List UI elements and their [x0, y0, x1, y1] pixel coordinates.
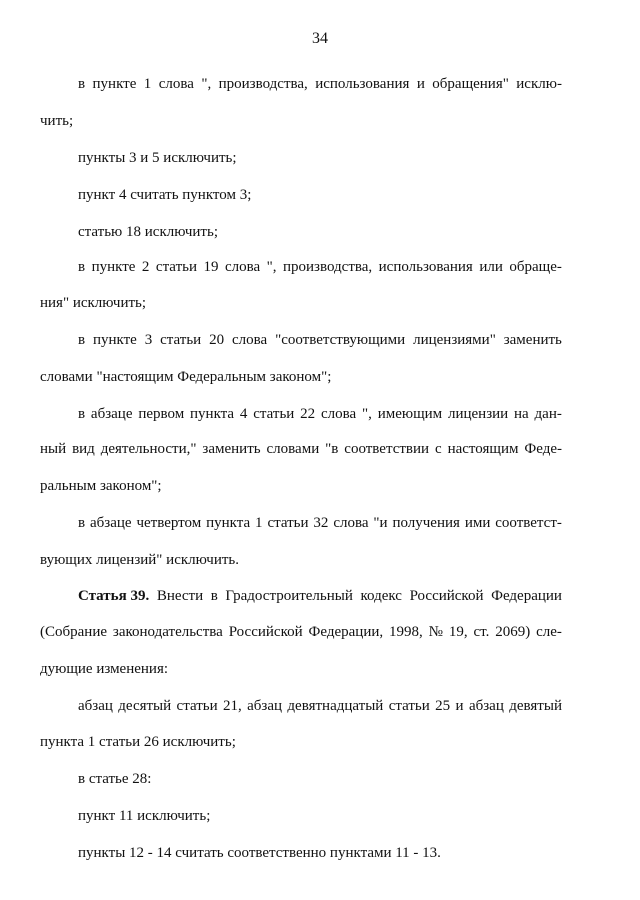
- text-word: девятый: [509, 698, 562, 714]
- text-word: пункте: [92, 76, 137, 92]
- text-line: пункт 4 считать пунктом 3;: [78, 187, 252, 203]
- text-word: пункта: [206, 515, 251, 531]
- text-word: и: [455, 698, 464, 714]
- text-line: чить;: [40, 113, 74, 129]
- text-word: абзац: [468, 698, 504, 714]
- text-word: лицензии: [447, 406, 509, 422]
- text-word: Внести: [156, 588, 204, 604]
- text-word: Российской: [409, 588, 484, 604]
- text-word: словами: [266, 441, 320, 457]
- text-word: 1: [255, 515, 263, 531]
- text-word: дан-: [534, 406, 562, 422]
- text-line: [78, 330, 562, 350]
- text-word: первом: [138, 406, 185, 422]
- text-word: 2: [141, 259, 150, 275]
- text-word: Федерации,: [308, 624, 384, 640]
- text-word: статьи: [160, 332, 202, 348]
- text-line: [78, 696, 562, 716]
- text-word: настоящим: [447, 441, 519, 457]
- text-word: "и: [373, 515, 388, 531]
- text-word: 22: [300, 406, 316, 422]
- text-word: Статья 39.: [78, 588, 150, 604]
- text-word: обраще-: [509, 259, 562, 275]
- text-word: 19,: [448, 624, 468, 640]
- text-word: ими: [464, 515, 491, 531]
- text-line: вующих лицензий" исключить.: [40, 552, 239, 568]
- text-word: в: [210, 588, 218, 604]
- text-word: с: [434, 441, 442, 457]
- text-word: 21,: [223, 698, 242, 714]
- text-word: 2069): [495, 624, 531, 640]
- text-word: 4: [239, 406, 248, 422]
- text-word: "в: [325, 441, 339, 457]
- text-word: слова: [232, 332, 268, 348]
- text-word: 3: [144, 332, 153, 348]
- text-word: ",: [266, 259, 277, 275]
- text-word: производства,: [283, 259, 373, 275]
- text-line: пункты 3 и 5 исключить;: [78, 150, 237, 166]
- text-word: использования: [378, 259, 473, 275]
- text-word: заменить: [503, 332, 562, 348]
- text-word: в: [78, 332, 86, 348]
- text-line: [78, 257, 562, 277]
- text-word: ный: [40, 441, 67, 457]
- text-word: десятый: [118, 698, 172, 714]
- text-word: (Собрание: [40, 624, 108, 640]
- text-word: Федерации: [491, 588, 562, 604]
- text-word: пункте: [92, 332, 137, 348]
- text-word: абзаце: [90, 406, 133, 422]
- text-word: пункта: [190, 406, 235, 422]
- text-line: [78, 404, 562, 424]
- page-number: 34: [312, 30, 328, 47]
- text-word: статьи: [176, 698, 218, 714]
- text-word: на: [514, 406, 529, 422]
- text-word: 32: [313, 515, 329, 531]
- text-word: слова: [333, 515, 369, 531]
- text-word: слова: [224, 259, 261, 275]
- text-word: пункте: [91, 259, 136, 275]
- text-word: слова: [158, 76, 194, 92]
- text-line: в статье 28:: [78, 771, 152, 787]
- text-line: пункты 12 - 14 считать соответственно пунктами 11 - 13.: [78, 845, 441, 861]
- text-line: дующие изменения:: [40, 661, 169, 677]
- text-line: статью 18 исключить;: [78, 224, 218, 240]
- text-word: в: [78, 515, 86, 531]
- text-word: девятнадцатый: [287, 698, 384, 714]
- text-word: абзаце: [89, 515, 132, 531]
- text-line: [78, 586, 562, 606]
- text-word: соответст-: [495, 515, 562, 531]
- text-word: обращения": [432, 76, 509, 92]
- text-line: [40, 439, 562, 459]
- text-line: [78, 513, 562, 533]
- text-word: "соответствующими: [275, 332, 406, 348]
- text-word: или: [479, 259, 503, 275]
- text-word: ст.: [473, 624, 490, 640]
- text-word: Российской: [228, 624, 303, 640]
- text-line: ральным законом";: [40, 478, 162, 494]
- text-word: заменить: [202, 441, 261, 457]
- text-word: статьи: [253, 406, 295, 422]
- text-line: пункт 11 исключить;: [78, 808, 211, 824]
- text-word: №: [428, 624, 443, 640]
- text-word: статьи: [155, 259, 197, 275]
- text-word: соответствии: [344, 441, 430, 457]
- text-word: статьи: [388, 698, 430, 714]
- text-word: деятельности,": [100, 441, 197, 457]
- text-word: в: [78, 406, 86, 422]
- text-word: 19: [203, 259, 219, 275]
- text-line: ния" исключить;: [40, 295, 147, 311]
- text-word: в: [78, 76, 86, 92]
- text-word: имеющим: [377, 406, 443, 422]
- text-word: статьи: [267, 515, 309, 531]
- text-word: Градостроительный: [225, 588, 353, 604]
- text-word: 25: [435, 698, 451, 714]
- text-word: абзац: [78, 698, 113, 714]
- text-line: [78, 74, 562, 94]
- text-word: получения: [392, 515, 460, 531]
- text-word: вид: [72, 441, 95, 457]
- text-word: кодекс: [360, 588, 402, 604]
- text-line: словами "настоящим Федеральным законом";: [40, 369, 332, 385]
- text-word: законодательства: [112, 624, 223, 640]
- text-word: четвертом: [136, 515, 202, 531]
- text-word: производства,: [218, 76, 308, 92]
- text-word: сле-: [536, 624, 562, 640]
- text-line: пункта 1 статьи 26 исключить;: [40, 734, 236, 750]
- text-word: ",: [361, 406, 372, 422]
- text-word: и: [416, 76, 425, 92]
- text-word: использования: [315, 76, 410, 92]
- text-line: [40, 622, 562, 642]
- text-word: исклю-: [516, 76, 562, 92]
- text-word: лицензиями": [413, 332, 496, 348]
- text-word: 1998,: [389, 624, 423, 640]
- text-word: в: [78, 259, 86, 275]
- text-word: 20: [209, 332, 225, 348]
- text-word: 1: [143, 76, 152, 92]
- text-word: слова: [320, 406, 357, 422]
- text-word: абзац: [247, 698, 283, 714]
- text-word: ",: [201, 76, 212, 92]
- text-word: Феде-: [524, 441, 562, 457]
